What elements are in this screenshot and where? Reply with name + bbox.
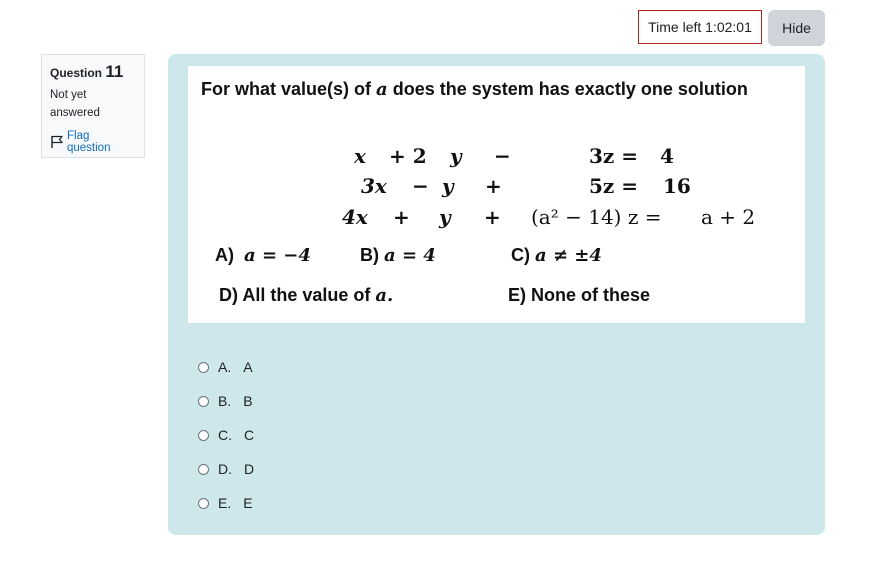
flag-question-link[interactable] bbox=[50, 130, 136, 154]
eq2-rhs: 16 bbox=[663, 174, 691, 198]
eq2-term3: 5z = bbox=[589, 174, 638, 198]
eq2-op2: + bbox=[485, 174, 502, 198]
eq3-term3: (a² − 14) z = bbox=[531, 205, 662, 229]
choice-a: A) a = −4 bbox=[215, 245, 311, 266]
choice-b: B) a = 4 bbox=[360, 245, 436, 266]
question-text: For what value(s) of a does the system has exactly one solution bbox=[201, 79, 748, 100]
eq3-op2: + bbox=[484, 205, 501, 229]
eq2-term1: 3x bbox=[361, 174, 387, 198]
eq2-term2: y bbox=[442, 174, 454, 198]
time-left-text: Time left 1:02:01 bbox=[648, 19, 752, 35]
answer-option-b[interactable]: B. B bbox=[198, 384, 254, 418]
eq1-op: − bbox=[494, 144, 511, 168]
answer-options bbox=[198, 350, 254, 520]
question-info bbox=[41, 54, 145, 158]
eq3-term2: y bbox=[439, 205, 451, 229]
question-number-value: 11 bbox=[105, 62, 124, 81]
eq1-term3: y bbox=[450, 144, 462, 168]
answer-option-c[interactable]: C. C bbox=[198, 418, 254, 452]
choice-d: D) All the value of a. bbox=[219, 285, 394, 306]
answer-option-e[interactable]: E. E bbox=[198, 486, 254, 520]
radio-c[interactable] bbox=[198, 430, 209, 441]
time-left-indicator bbox=[638, 10, 762, 44]
choice-e: E) None of these bbox=[508, 285, 651, 305]
hide-button-label: Hide bbox=[782, 20, 811, 36]
choice-c: C) a ≠ ±4 bbox=[511, 245, 602, 266]
radio-e[interactable] bbox=[198, 498, 209, 509]
eq3-op1: + bbox=[393, 205, 410, 229]
hide-timer-button[interactable] bbox=[768, 10, 825, 46]
eq1-term1: x bbox=[354, 144, 366, 168]
eq3-term1: 4x bbox=[342, 205, 368, 229]
question-number: Question 11 bbox=[50, 62, 124, 81]
eq3-rhs: a + 2 bbox=[701, 205, 756, 229]
eq2-op1: − bbox=[412, 174, 429, 198]
eq1-rhs: 4 bbox=[660, 144, 674, 168]
eq1-term4: 3z = bbox=[589, 144, 638, 168]
answer-option-a[interactable]: A. A bbox=[198, 350, 254, 384]
radio-a[interactable] bbox=[198, 362, 209, 373]
question-content-panel bbox=[168, 54, 825, 535]
question-state: Not yet answered bbox=[50, 89, 100, 119]
eq1-term2: + 2 bbox=[389, 144, 427, 168]
question-image bbox=[188, 66, 805, 323]
radio-d[interactable] bbox=[198, 464, 209, 475]
answer-option-d[interactable]: D. D bbox=[198, 452, 254, 486]
flag-question-label: Flag question bbox=[67, 130, 111, 154]
radio-b[interactable] bbox=[198, 396, 209, 407]
flag-icon bbox=[50, 135, 64, 149]
